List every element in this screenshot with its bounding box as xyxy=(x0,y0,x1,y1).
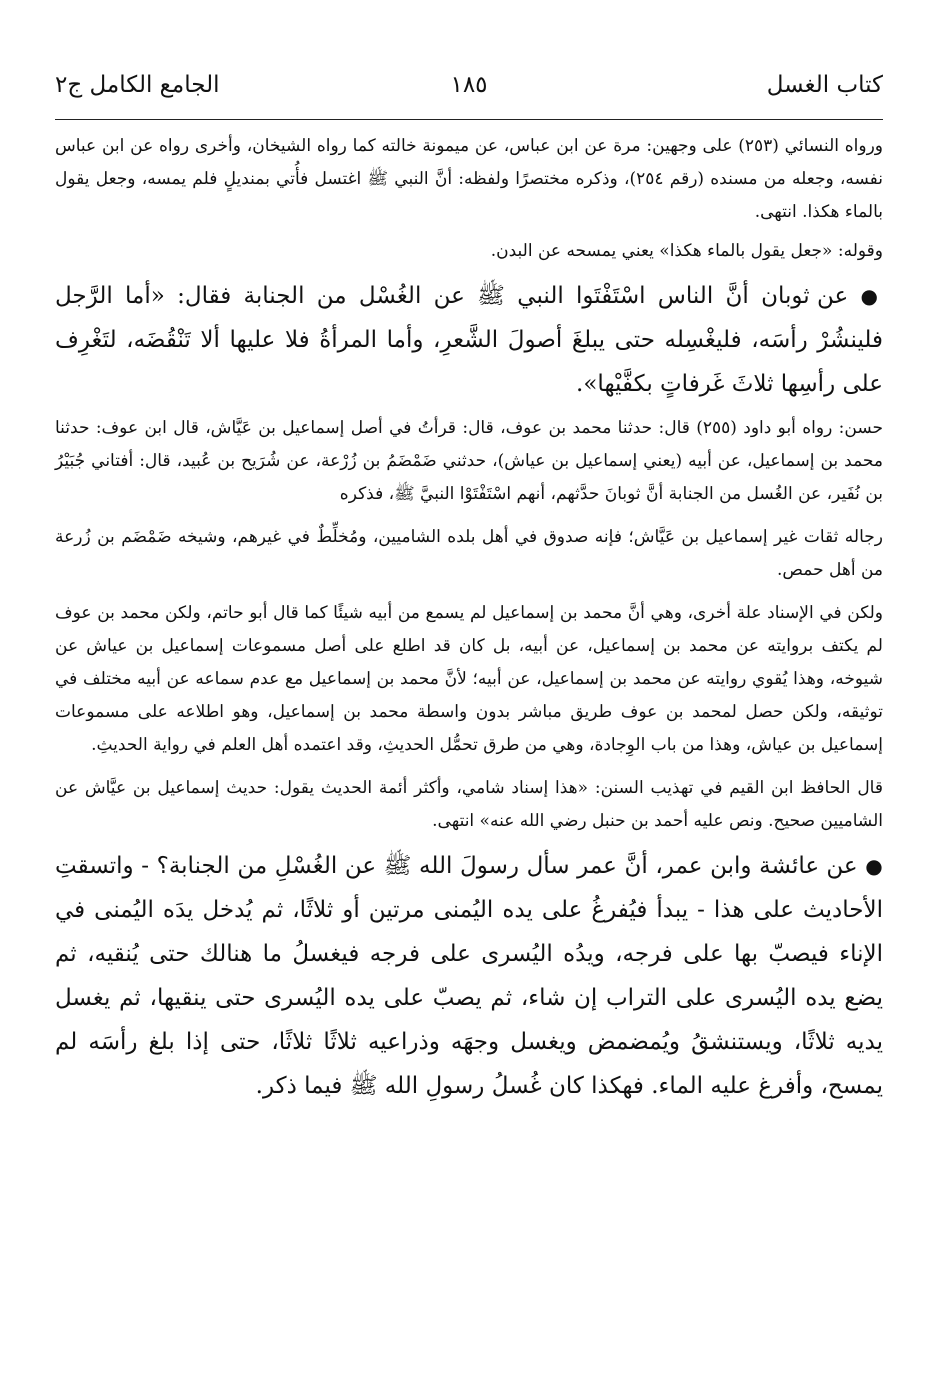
hadith-paragraph xyxy=(55,844,883,1108)
paragraph xyxy=(55,130,883,229)
paragraph-text: ولكن في الإسناد علة أخرى، وهي أنَّ محمد بن إسماعيل لم يسمع من أبيه شيئًا كما قال أبو حاتم، ولكن محمد بن عوف لم يكتف بروايته عن محمد بن إسماعيل، عن أبيه، بل كان قد اطلع على أصل مسموعات إسماعيل بن عياش عن شيوخه، وهذا يُقوي روايته عن محمد بن إسماعيل، عن أبيه؛ لأنَّ محمد بن إسماعيل مع عدم سماعه عن أبيه مختلف في توثيقه، ولكن حصل لمحمد بن عوف طريق مباشر بدون واسطة محمد بن إسماعيل، وهو اطلاعه على مسموعات إسماعيل بن عياش، وهذا من باب الوِجادة، وهي من طرق تحمُّل الحديثِ، وقد اعتمده أهل العلم في رواية الحديثِ. xyxy=(55,603,883,755)
paragraph xyxy=(55,412,883,511)
book-page xyxy=(55,0,883,1377)
paragraph-text: ورواه النسائي (٢٥٣) على وجهين: مرة عن ابن عباس، عن ميمونة خالته كما رواه الشيخان، وأخرى رواه عن ابن عباس نفسه، وجعله من مسنده (رقم ٢٥٤)، وذكره مختصرًا ولفظه: أنَّ النبي ﷺ اغتسل فأُتي بمنديلٍ فلم يمسه، وجعل يقول بالماء هكذا. انتهى. xyxy=(55,136,884,222)
hadith-text: عن ثوبان أنَّ الناس اسْتَفْتَوا النبي ﷺ عن الغُسْل من الجنابة فقال: «أما الرَّجل فلينشُرْ رأسَه، فليغْسِله حتى يبلغَ أصولَ الشَّعرِ، وأما المرأةُ فلا عليها ألا تَنْقُضَه، لتَغْرِف على رأسِها ثلاثَ غَرفاتٍ بكفَّيْها». xyxy=(55,283,883,397)
book-title: الجامع الكامل ج٢ xyxy=(55,72,220,98)
header-divider xyxy=(55,119,883,120)
bullet-icon: ● xyxy=(860,284,883,308)
chapter-title: كتاب الغسل xyxy=(766,72,883,98)
hadith-paragraph xyxy=(55,274,883,406)
paragraph xyxy=(55,597,883,762)
paragraph xyxy=(55,772,883,838)
paragraph xyxy=(55,235,883,268)
paragraph-text: وقوله: «جعل يقول بالماء هكذا» يعني يمسحه عن البدن. xyxy=(490,241,883,261)
page-header xyxy=(55,72,883,112)
page-body xyxy=(55,130,883,1108)
paragraph xyxy=(55,521,883,587)
paragraph-text: حسن: رواه أبو داود (٢٥٥) قال: حدثنا محمد بن عوف، قال: قرأتُ في أصل إسماعيل بن عَيَّاش، قال ابن عوف: حدثنا محمد بن إسماعيل، عن أبيه (يعني إسماعيل بن عياش)، حدثني ضَمْضَمُ بن زُرْعة، عن شُرَيح بن عُبيد، قال: أفتاني جُبَيْرُ بن نُفَير، عن الغُسل من الجنابة أنَّ ثوبانَ حدَّثهم، أنهم اسْتَفْتَوْا النبيَّ ﷺ، فذكره xyxy=(55,418,883,504)
bullet-icon: ● xyxy=(865,854,884,878)
page-number: ١٨٥ xyxy=(450,72,488,98)
paragraph-text: قال الحافظ ابن القيم في تهذيب السنن: «هذا إسناد شامي، وأكثر أئمة الحديث يقول: حديث إسماعيل بن عيَّاش عن الشاميين صحيح. ونص عليه أحمد بن حنبل رضي الله عنه» انتهى. xyxy=(55,778,883,831)
hadith-text: عن عائشة وابن عمر، أنَّ عمر سأل رسولَ الله ﷺ عن الغُسْلِ من الجنابة؟ - واتسقتِ الأحاديث على هذا - يبدأ فيُفرغُ على يده اليُمنى مرتين أو ثلاثًا، ثم يُدخل يدَه اليُمنى في الإناء فيصبّ بها على فرجه، ويدُه اليُسرى على فرجه فيغسلُ ما هنالك حتى يُنقيه، ثم يضع يده اليُسرى على التراب إن شاء، ثم يصبّ على يده اليُسرى حتى ينقيها، ثم يغسل يديه ثلاثًا، ويستنشقُ ويُمضمض ويغسل وجهَه وذراعيه ثلاثًا ثلاثًا، حتى إذا بلغ رأسَه لم يمسح، وأفرغ عليه الماء. فهكذا كان غُسلُ رسولِ الله ﷺ فيما ذكر. xyxy=(55,853,883,1099)
paragraph-text: رجاله ثقات غير إسماعيل بن عَيَّاش؛ فإنه صدوق في أهل بلده الشاميين، ومُخلِّطٌ في غيرهم، وشيخه ضَمْضَم بن زُرعة من أهل حمص. xyxy=(55,527,883,580)
